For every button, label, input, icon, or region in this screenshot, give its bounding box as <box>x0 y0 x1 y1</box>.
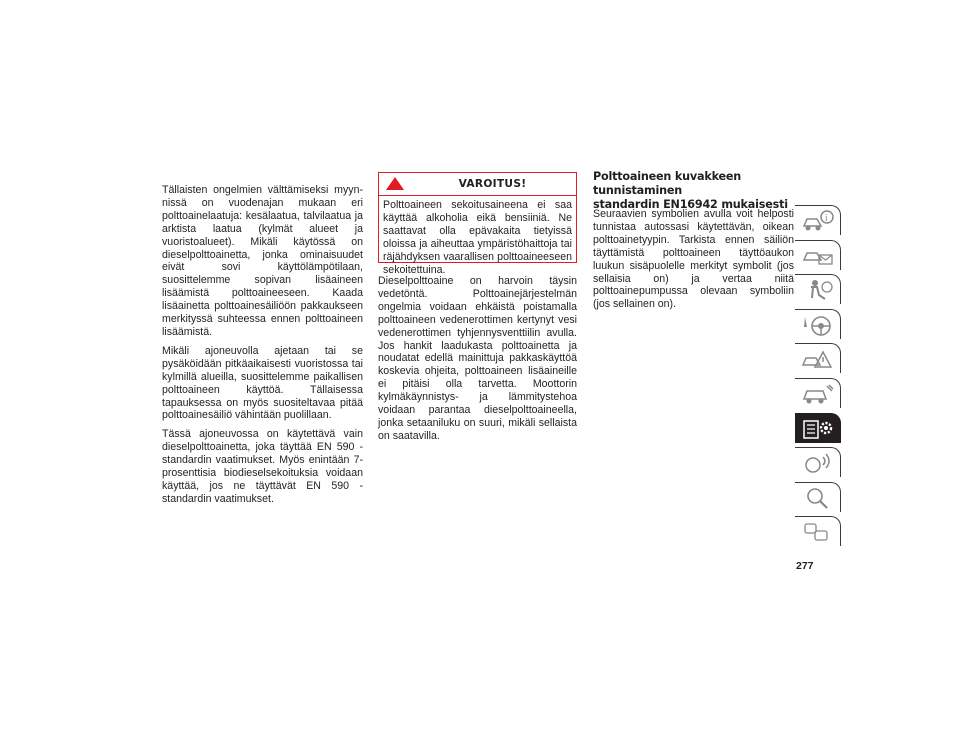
media-signal-icon <box>801 451 835 475</box>
paragraph: Tällaisten ongelmien välttämiseksi myynnissä on vuodenajan mukaan eri polttoainelaatuja: kesälaatua, talvilaatua ja arktista laatua (kylmät alueet ja vuoristoalueet). Mikäli käytössä on dieselpolttoainetta, jonka ominaisuudet eivät sovi käyttölämpötilaan, suosittelemme sopivan lisäaineen lisäämistä polttoaineeseen. Kaada lisäainetta polttoainesäiliöön pakkaukseen merkityssä suhteessa ennen polttoaineen lisäämistä. <box>162 184 363 338</box>
steering-wheel-icon <box>801 313 835 337</box>
middle-column <box>378 275 577 449</box>
paragraph: Seuraavien symbolien avulla voit helposti tunnistaa autossasi käytettävän, oikean polttoainetyypin. Tarkista ennen säiliön täyttämistä polttoaineen täyttöaukon luukun sisäpuolelle merkityt symbolit (jos sellaisia on) ja vertaa niitä polttoainepumpussa olevaan symboliin (jos sellainen on). <box>593 208 794 311</box>
left-column <box>162 184 363 512</box>
tab-car-mail[interactable] <box>795 240 841 270</box>
languages-icon <box>801 520 835 544</box>
car-crash-icon <box>801 347 835 371</box>
right-column <box>593 208 794 317</box>
tab-languages[interactable] <box>795 516 841 546</box>
tab-search[interactable] <box>795 482 841 512</box>
car-info-icon <box>801 209 835 233</box>
warning-text: Polttoaineen sekoitusaineena ei saa käyttää alkoholia eikä bensiiniä. Ne saattavat olla epävakaita tietyissä oloissa ja aiheuttaa ympäristöhaittoja tai räjähdyksen vaarallisen polttoaineeseen sekoitettuina. <box>383 199 572 276</box>
warning-box <box>378 172 577 276</box>
car-mail-icon <box>801 244 835 268</box>
magnifier-icon <box>801 486 835 510</box>
tab-car-service[interactable] <box>795 378 841 408</box>
specs-gear-icon <box>801 417 835 441</box>
tab-car-info[interactable] <box>795 205 841 235</box>
tab-specs[interactable] <box>795 413 841 443</box>
tab-car-crash[interactable] <box>795 343 841 373</box>
section-heading <box>593 170 798 212</box>
tab-steering[interactable] <box>795 309 841 339</box>
car-service-icon <box>801 382 835 406</box>
paragraph: Dieselpolttoaine on harvoin täysin vedetöntä. Polttoainejärjestelmän ongelmia voidaan ehkäistä poistamalla polttoaineen vedenerottimen kertynyt vesi vedenerottimen tyhjennysventtiilin avulla. Jos hankit laadukasta polttoainetta ja noudatat edellä mainittuja pakkaskäyttöä koskevia ohjeita, polttoaineen lisäaineille ei pitäisi olla tarvetta. Moottorin kylmäkäynnistys- ja lämmitystehoa voidaan parantaa dieselpolttoaineella, jonka setaaniluku on suuri, mikäli sellaista on saatavilla. <box>378 275 577 442</box>
heading-line: standardin EN16942 mukaisesti <box>593 198 788 211</box>
page-number: 277 <box>796 560 814 572</box>
heading-line: Polttoaineen kuvakkeen tunnistaminen <box>593 170 742 197</box>
tab-media[interactable] <box>795 447 841 477</box>
chapter-tabs <box>795 205 841 551</box>
svg-text:i: i <box>825 214 828 224</box>
seat-airbag-icon <box>801 278 835 302</box>
warning-title: VAROITUS! <box>458 178 527 190</box>
paragraph: Mikäli ajoneuvolla ajetaan tai se pysäköidään pitkäaikaisesti vuoristossa tai kylmillä alueilla, suosittelemme paikallisen polttoaineen käyttöä. Tällaisessa tapauksessa on myös suositeltavaa pitää polttoainesäiliö vähintään puolillaan. <box>162 344 363 422</box>
paragraph: Tässä ajoneuvossa on käytettävä vain dieselpolttoainetta, joka täyttää EN 590 -standardin vaatimukset. Myös enintään 7-prosenttisia biodieselsekoituksia voidaan käyttää, jos ne täyttävät EN 590 -standardin vaatimukset. <box>162 428 363 505</box>
tab-seat-airbag[interactable] <box>795 274 841 304</box>
warning-header <box>379 173 576 196</box>
